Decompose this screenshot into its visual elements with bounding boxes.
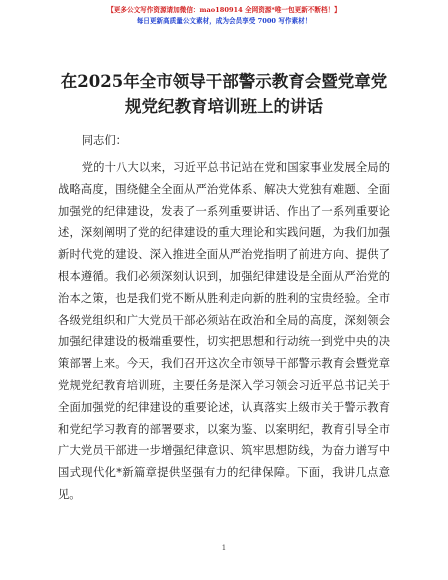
promo-header-line-1: 【更多公文写作资源请加微信：mao180914 全网资源*唯一包更新不断档！】: [107, 6, 341, 14]
body-paragraph: 党的十八大以来，习近平总书记站在党和国家事业发展全局的战略高度，围绕健全全面从严治党体系、解决大党独有难题、全面加强党的纪律建设，发表了一系列重要讲话、作出了一系列重要论述，深刻阐明了党的纪律建设的重大理论和实践问题，为我们加强新时代党的建设、深入推进全面从严治党指明了前进方向、提供了根本遵循。我们必须深刻认识到，加强纪律建设是全面从严治党的治本之策，也是我们党不断从胜利走向新的胜利的宝贵经验。全市各级党组织和广大党员干部必须站在政治和全局的高度，深刻领会加强纪律建设的极端重要性，切实把思想和行动统一到党中央的决策部署上来。今天，我们召开这次全市领导干部警示教育会暨党章党规党纪教育培训班，主要任务是深入学习领会习近平总书记关于全面加强党的纪律建设的重要论述，认真落实上级市关于警示教育和党纪学习教育的部署要求，以案为鉴、以案明纪，教育引导全市广大党员干部进一步增强纪律意识、筑牢思想防线，为奋力谱写中国式现代化*新篇章提供坚强有力的纪律保障。下面，我讲几点意见。: [58, 161, 390, 501]
promo-header: [58, 0, 390, 27]
document-title: 在2025年全市领导干部警示教育会暨党章党规党纪教育培训班上的讲话: [60, 72, 388, 116]
promo-header-line-2: 每日更新高质量公文素材，成为会员享受 7000 写作素材！: [136, 17, 312, 25]
greeting-text: 同志们：: [81, 134, 127, 147]
page-number: 1: [221, 544, 227, 552]
